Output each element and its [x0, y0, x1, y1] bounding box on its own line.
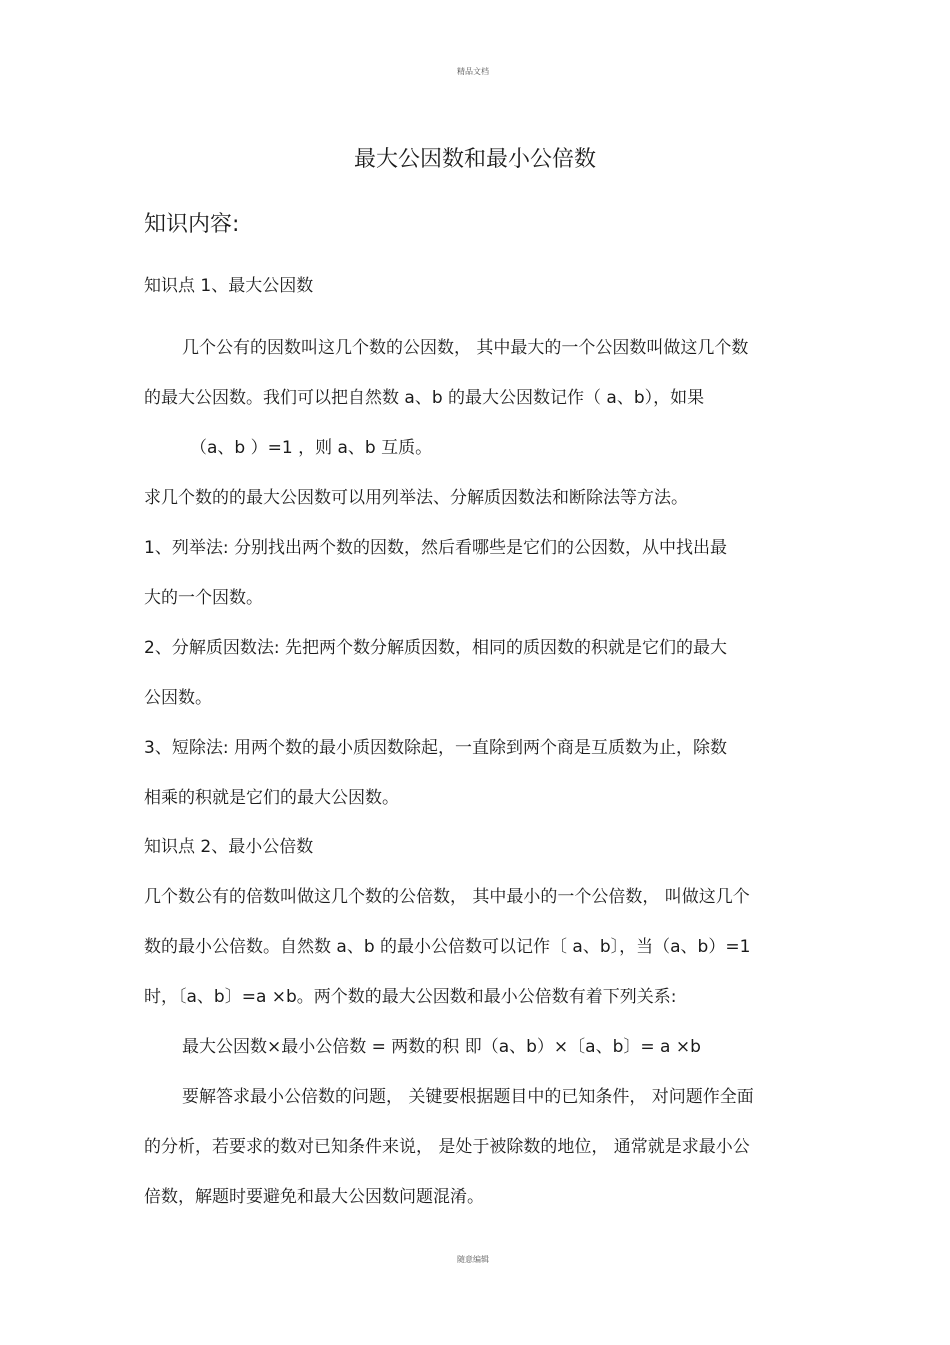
point-1-heading: 知识点 1、最大公因数 [144, 276, 314, 296]
paragraph-line: 倍数，解题时要避免和最大公因数问题混淆。 [144, 1187, 484, 1207]
method-1-line: 1、列举法: 分别找出两个数的因数，然后看哪些是它们的公因数，从中找出最 [144, 538, 727, 558]
method-2-line: 公因数。 [144, 688, 212, 708]
method-2-line: 2、分解质因数法: 先把两个数分解质因数，相同的质因数的积就是它们的最大 [144, 638, 727, 658]
paragraph-line: 几个数公有的倍数叫做这几个数的公倍数， 其中最小的一个公倍数， 叫做这几个 [144, 887, 750, 907]
method-1-line: 大的一个因数。 [144, 588, 263, 608]
paragraph-line: 数的最小公倍数。自然数 a、b 的最小公倍数可以记作〔 a、b〕，当（a、b）=1 [144, 937, 751, 957]
section-heading: 知识内容: [144, 212, 240, 237]
document-title: 最大公因数和最小公倍数 [353, 147, 596, 172]
paragraph-line: 要解答求最小公倍数的问题， 关键要根据题目中的已知条件， 对问题作全面 [182, 1087, 754, 1107]
paragraph-line: 的最大公因数。我们可以把自然数 a、b 的最大公因数记作（ a、b），如果 [144, 388, 705, 408]
paragraph-line: 求几个数的的最大公因数可以用列举法、分解质因数法和断除法等方法。 [144, 488, 688, 508]
paragraph-line: 的分析，若要求的数对已知条件来说， 是处于被除数的地位， 通常就是求最小公 [144, 1137, 750, 1157]
paragraph-line: 时，〔a、b〕=a ×b。两个数的最大公因数和最小公倍数有着下列关系: [144, 987, 677, 1007]
method-3-line: 3、短除法: 用两个数的最小质因数除起，一直除到两个商是互质数为止，除数 [144, 738, 727, 758]
page-footer: 随意编辑 [457, 1255, 489, 1264]
page-header: 精品文档 [457, 67, 489, 76]
formula-line: 最大公因数×最小公倍数 = 两数的积 即（a、b）×〔a、b〕= a ×b [182, 1037, 701, 1057]
paragraph-line: 几个公有的因数叫这几个数的公因数， 其中最大的一个公因数叫做这几个数 [182, 338, 749, 358]
point-2-heading: 知识点 2、最小公倍数 [144, 837, 314, 857]
paragraph-line: （a、b ）=1 ，则 a、b 互质。 [190, 438, 433, 458]
method-3-line: 相乘的积就是它们的最大公因数。 [144, 788, 399, 808]
